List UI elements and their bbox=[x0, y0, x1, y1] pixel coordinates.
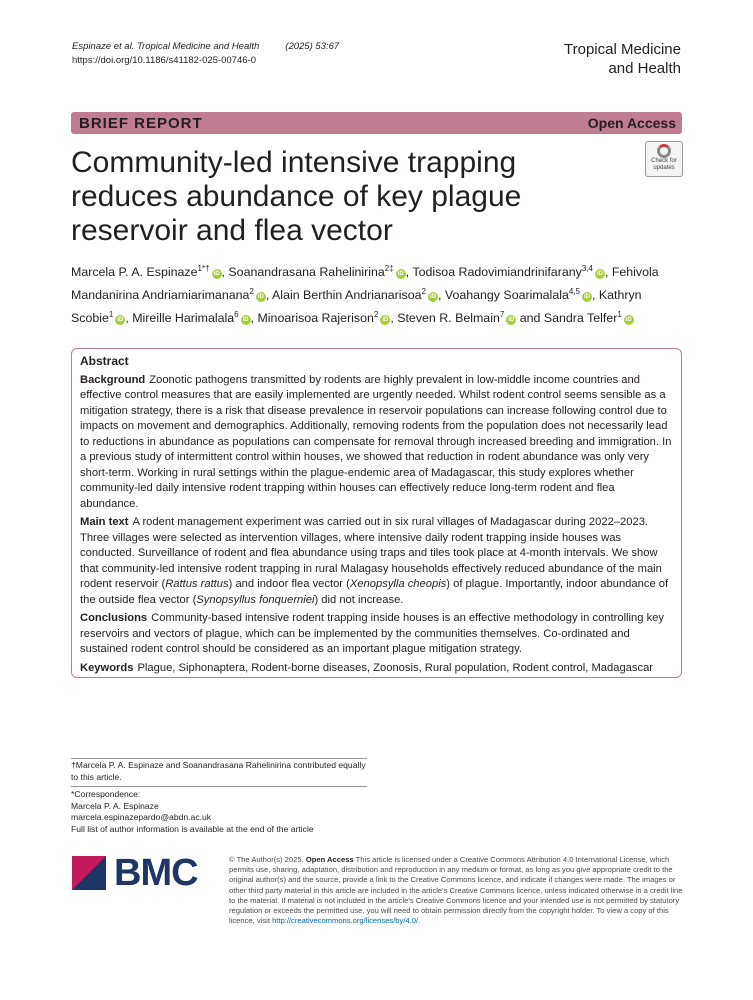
orcid-icon[interactable]: iD bbox=[257, 294, 264, 301]
author-name: Alain Berthin Andrianarisoa bbox=[272, 288, 422, 303]
author-separator: , bbox=[604, 265, 612, 280]
main-text-part: ) of plague. Importantly, indoor abundance of the outside flea vector ( bbox=[80, 578, 669, 606]
open-access-label: Open Access bbox=[587, 115, 676, 131]
orcid-icon[interactable]: iD bbox=[596, 271, 603, 278]
orcid-icon[interactable]: iD bbox=[242, 317, 249, 324]
orcid-icon[interactable]: iD bbox=[382, 317, 389, 324]
author-affiliation: 1 bbox=[108, 310, 114, 320]
author-separator: , bbox=[437, 288, 445, 303]
author-separator: , bbox=[221, 265, 229, 280]
abstract-background bbox=[80, 373, 673, 513]
orcid-icon[interactable]: iD bbox=[213, 271, 220, 278]
license-url[interactable]: http://creativecommons.org/licenses/by/4.0/ bbox=[272, 916, 419, 926]
abstract-keywords bbox=[80, 661, 673, 677]
doi-link[interactable]: https://doi.org/10.1186/s41182-025-00746-0 bbox=[72, 55, 256, 66]
check-updates-line2: updates bbox=[653, 165, 675, 171]
author-name: Voahangy Soarimalala bbox=[444, 288, 569, 303]
author-name: Minoarisoa Rajerison bbox=[257, 311, 374, 326]
check-updates-line1: Check for bbox=[651, 158, 677, 164]
author-affiliation: 2 bbox=[249, 287, 254, 297]
author[interactable] bbox=[445, 288, 592, 302]
author-separator: , bbox=[390, 311, 398, 326]
abstract-box bbox=[71, 348, 682, 678]
license-end: . bbox=[418, 916, 421, 926]
author[interactable] bbox=[412, 265, 605, 279]
orcid-icon[interactable]: iD bbox=[397, 271, 404, 278]
check-for-updates-badge[interactable] bbox=[645, 141, 683, 177]
species-name: Xenopsylla cheopis bbox=[349, 578, 447, 590]
license-statement bbox=[229, 855, 683, 926]
keywords-text: Plague, Siphonaptera, Rodent-borne diseases, Zoonosis, Rural population, Rodent control, Madagascar bbox=[137, 661, 654, 674]
author-affiliation: 1 bbox=[617, 310, 622, 320]
author-separator: , bbox=[250, 311, 258, 326]
author-name: Fehivola Mandanirina Andriamiarimanana bbox=[71, 265, 659, 303]
orcid-icon[interactable]: iD bbox=[625, 317, 632, 324]
copyright: © The Author(s) 2025. bbox=[229, 855, 304, 864]
journal-name-line2: and Health bbox=[608, 60, 681, 77]
footnote-divider bbox=[71, 786, 367, 787]
author-list bbox=[71, 259, 683, 328]
correspondence-label: *Correspondence: bbox=[71, 789, 141, 799]
author-name: Soanandrasana Rahelinirina bbox=[228, 265, 385, 280]
main-text-part: ) did not increase. bbox=[314, 593, 404, 606]
author-separator: , bbox=[265, 288, 273, 303]
author[interactable] bbox=[257, 311, 390, 325]
author-name: Marcela P. A. Espinaze bbox=[71, 265, 198, 280]
species-name: Rattus rattus bbox=[165, 578, 229, 590]
keywords-label: Keywords bbox=[80, 661, 134, 674]
license-text: This article is licensed under a Creative Commons Attribution 4.0 International License, which permits use, sharing, adaptation, distribution and reproduction in any medium or format, as long as you give appropriate credit to the original author(s) and the source, provide a link to the Creative Commons licence, and indicate if changes were made. The images or other third party material in this article are included in the article's Creative Commons licence, unless indicated otherwise in a credit line to the material. If material is not included in the article's Creative Commons licence and your intended use is not permitted by statutory regulation or exceeds the permitted use, you will need to obtain permission directly from the copyright holder. To view a copy of this licence, visit bbox=[229, 855, 683, 926]
orcid-icon[interactable]: iD bbox=[429, 294, 436, 301]
author-name: Kathryn Scobie bbox=[71, 288, 642, 326]
author-separator: and bbox=[516, 311, 544, 326]
journal-citation: Espinaze et al. Tropical Medicine and Health bbox=[72, 41, 260, 52]
bmc-logo bbox=[72, 851, 212, 894]
journal-name-line1: Tropical Medicine bbox=[564, 41, 681, 58]
abstract-main-text bbox=[80, 515, 673, 608]
main-text-part: ) and indoor flea vector ( bbox=[228, 578, 350, 590]
main-text-part: A rodent management experiment was carried out in six rural villages of Madagascar during 2022–2023. Three villages were selected as intervention villages, where intensive daily rodent trapping inside houses was conducted. Surveillance of rodent and flea abundance using traps and tiles took place at 4-month intervals. We show that community-led intensive rodent trapping in rural Malagasy households effectively reduced abundance of the main rodent reservoir ( bbox=[80, 516, 662, 590]
author-affiliation: 2‡ bbox=[384, 264, 394, 273]
equal-contribution-note: †Marcela P. A. Espinaze and Soanandrasana Rahelinirina contributed equally to this article. bbox=[71, 760, 366, 782]
conclusions-label: Conclusions bbox=[80, 612, 148, 624]
footnote-divider bbox=[71, 758, 367, 759]
author-separator: , bbox=[125, 311, 133, 326]
bmc-logo-icon bbox=[72, 856, 106, 890]
author[interactable] bbox=[544, 311, 634, 325]
orcid-icon[interactable]: iD bbox=[508, 317, 515, 324]
background-text: Zoonotic pathogens transmitted by rodents are highly prevalent in low-middle income countries and effective control measures that are easily implemented are urgently needed. Whilst rodent control seems sensible as a mitigation strategy, there is a risk that disease prevalence in reservoir populations can increase following control due to impacts on movement and demographics. Additionally, removing rodents from the population does not necessarily lead to reductions in abundance as populations can compensate for removal through increased breeding and immigration. In a previous study of intermittent control within houses, we showed that reduction in rodent abundance was only very short-term. Working in rural settings within the plague-endemic area of Madagascar, this study explores whether community-led daily intensive rodent trapping within houses can effectively reduce long-term rodent and flea abundance. bbox=[80, 373, 672, 510]
article-title: Community-led intensive trapping reduces abundance of key plague reservoir and flea vector bbox=[71, 146, 522, 247]
author[interactable] bbox=[272, 288, 438, 302]
author[interactable] bbox=[228, 265, 405, 279]
author[interactable] bbox=[132, 311, 250, 325]
correspondence-name: Marcela P. A. Espinaze bbox=[71, 800, 159, 811]
affiliation-note: Full list of author information is available at the end of the article bbox=[71, 823, 314, 834]
refresh-icon bbox=[657, 144, 671, 158]
author[interactable] bbox=[397, 311, 516, 325]
author-separator: , bbox=[405, 265, 413, 280]
author-name: Todisoa Radovimiandrinifarany bbox=[412, 265, 582, 280]
author[interactable] bbox=[71, 265, 222, 279]
orcid-icon[interactable]: iD bbox=[117, 317, 124, 324]
article-type-band bbox=[71, 112, 682, 134]
conclusions-text: Community-based intensive rodent trapping inside houses is an effective methodology in controlling key reservoirs and vectors of plague, which can be implemented by the communities themselves. Co-ordinated and sustained rodent control should be considered as an important plague mitigation strategy. bbox=[80, 612, 664, 655]
author-affiliation: 3,4 bbox=[581, 264, 593, 273]
author-affiliation: 7 bbox=[499, 310, 505, 320]
background-label: Background bbox=[80, 373, 146, 386]
correspondence-block bbox=[71, 789, 371, 835]
author-affiliation: 6 bbox=[234, 310, 239, 320]
author-affiliation: 1*† bbox=[197, 264, 210, 273]
author-name: Mireille Harimalala bbox=[132, 311, 235, 326]
main-text-label: Main text bbox=[80, 516, 129, 528]
running-header bbox=[72, 40, 339, 68]
license-open-access: Open Access bbox=[305, 855, 354, 864]
bmc-logo-text: BMC bbox=[114, 851, 198, 894]
author-separator: , bbox=[591, 288, 599, 303]
author-affiliation: 2 bbox=[373, 310, 379, 320]
author-affiliation: 4,5 bbox=[568, 287, 580, 297]
article-type: BRIEF REPORT bbox=[79, 114, 203, 132]
orcid-icon[interactable]: iD bbox=[583, 294, 590, 301]
correspondence-email[interactable]: marcela.espinazepardo@abdn.ac.uk bbox=[71, 812, 212, 822]
abstract-heading: Abstract bbox=[80, 354, 129, 368]
species-name: Synopsyllus fonquerniei bbox=[196, 593, 315, 606]
author-affiliation: 2 bbox=[421, 287, 426, 297]
year-volume: (2025) 53:67 bbox=[285, 41, 340, 52]
journal-name bbox=[564, 40, 681, 78]
author-name: Sandra Telfer bbox=[543, 311, 618, 326]
author-name: Steven R. Belmain bbox=[397, 311, 500, 326]
abstract-conclusions bbox=[80, 611, 673, 658]
